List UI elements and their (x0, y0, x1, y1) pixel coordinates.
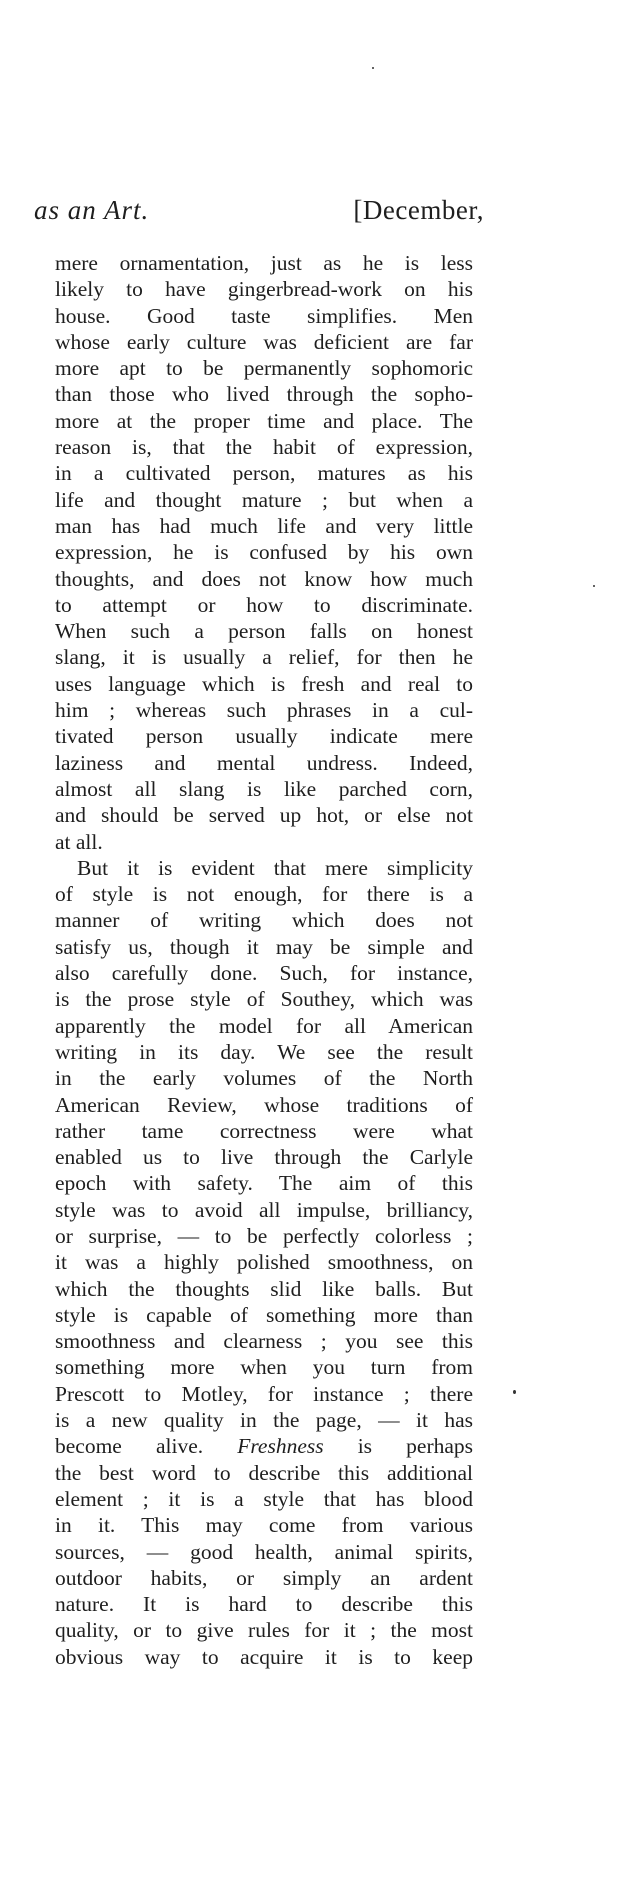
text-line: and should be served up hot, or else not (55, 803, 473, 828)
text-line: something more when you turn from (55, 1355, 473, 1380)
text-line: manner of writing which does not (55, 908, 473, 933)
running-head-title: as an Art. (34, 195, 150, 225)
text-line: is the prose style of Southey, which was (55, 987, 473, 1012)
text-line: than those who lived through the sopho- (55, 382, 473, 407)
text-line: uses language which is fresh and real to (55, 671, 473, 696)
text-line: epoch with safety. The aim of this (55, 1171, 473, 1196)
text-line: thoughts, and does not know how much (55, 566, 473, 591)
text-line: likely to have gingerbread-work on his (55, 277, 473, 302)
italic-line-before: become alive. (55, 1434, 238, 1459)
running-head-month: [December, (353, 195, 484, 225)
paper-speck (593, 585, 595, 587)
text-line: apparently the model for all American (55, 1013, 473, 1038)
text-line: But it is evident that mere simplicity (77, 855, 473, 880)
text-line: more apt to be permanently sophomoric (55, 356, 473, 381)
text-line: style was to avoid all impulse, brilliancy, (55, 1197, 473, 1222)
text-line: in a cultivated person, matures as his (55, 461, 473, 486)
text-line: to attempt or how to discriminate. (55, 592, 473, 617)
text-line: obvious way to acquire it is to keep (55, 1644, 473, 1669)
text-line-italic (55, 1433, 473, 1459)
text-line: reason is, that the habit of expression, (55, 435, 473, 460)
text-line: or surprise, — to be perfectly colorless ; (55, 1223, 473, 1248)
paragraph-2-lines-before (55, 855, 473, 1434)
text-line: satisfy us, though it may be simple and (55, 934, 473, 959)
italic-word-freshness: Freshness (237, 1434, 324, 1459)
text-line: writing in its day. We see the result (55, 1039, 473, 1064)
text-line: smoothness and clearness ; you see this (55, 1329, 473, 1354)
text-line: expression, he is confused by his own (55, 540, 473, 565)
text-line: nature. It is hard to describe this (55, 1592, 473, 1617)
text-line: style is capable of something more than (55, 1302, 473, 1327)
text-line: mere ornamentation, just as he is less (55, 251, 473, 275)
text-line: also carefully done. Such, for instance, (55, 961, 473, 986)
text-line: quality, or to give rules for it ; the most (55, 1618, 473, 1643)
text-line: of style is not enough, for there is a (55, 882, 473, 907)
text-line: in the early volumes of the North (55, 1066, 473, 1091)
text-line: life and thought mature ; but when a (55, 487, 473, 512)
text-line: element ; it is a style that has blood (55, 1486, 473, 1511)
paper-speck (513, 1390, 516, 1394)
text-line: whose early culture was deficient are far (55, 329, 473, 354)
text-line: him ; whereas such phrases in a cul- (55, 698, 473, 723)
text-line: outdoor habits, or simply an ardent (55, 1565, 473, 1590)
text-line: man has had much life and very little (55, 513, 473, 538)
text-line: is a new quality in the page, — it has (55, 1408, 473, 1433)
text-line: enabled us to live through the Carlyle (55, 1145, 473, 1170)
text-line: American Review, whose traditions of (55, 1092, 473, 1117)
text-line: which the thoughts slid like balls. But (55, 1276, 473, 1301)
text-line: Prescott to Motley, for instance ; there (55, 1381, 473, 1406)
text-line: in it. This may come from various (55, 1513, 473, 1538)
text-line: slang, it is usually a relief, for then he (55, 645, 473, 670)
paragraph-2-lines-after (55, 1460, 473, 1670)
text-line: tivated person usually indicate mere (55, 724, 473, 749)
text-line: When such a person falls on honest (55, 619, 473, 644)
text-line: at all. (55, 829, 103, 854)
text-line: the best word to describe this additional (55, 1460, 473, 1485)
body-text (55, 250, 473, 1670)
paragraph-2 (55, 855, 473, 1670)
text-line: rather tame correctness were what (55, 1118, 473, 1143)
text-line: laziness and mental undress. Indeed, (55, 750, 473, 775)
text-line: sources, — good health, animal spirits, (55, 1539, 473, 1564)
text-line: almost all slang is like parched corn, (55, 776, 473, 801)
paragraph-1 (55, 250, 473, 855)
running-head (34, 195, 484, 231)
text-line: it was a highly polished smoothness, on (55, 1250, 473, 1275)
text-line: house. Good taste simplifies. Men (55, 303, 473, 328)
italic-line-after: is perhaps (323, 1434, 474, 1459)
paper-speck (372, 67, 374, 69)
text-line: more at the proper time and place. The (55, 408, 473, 433)
